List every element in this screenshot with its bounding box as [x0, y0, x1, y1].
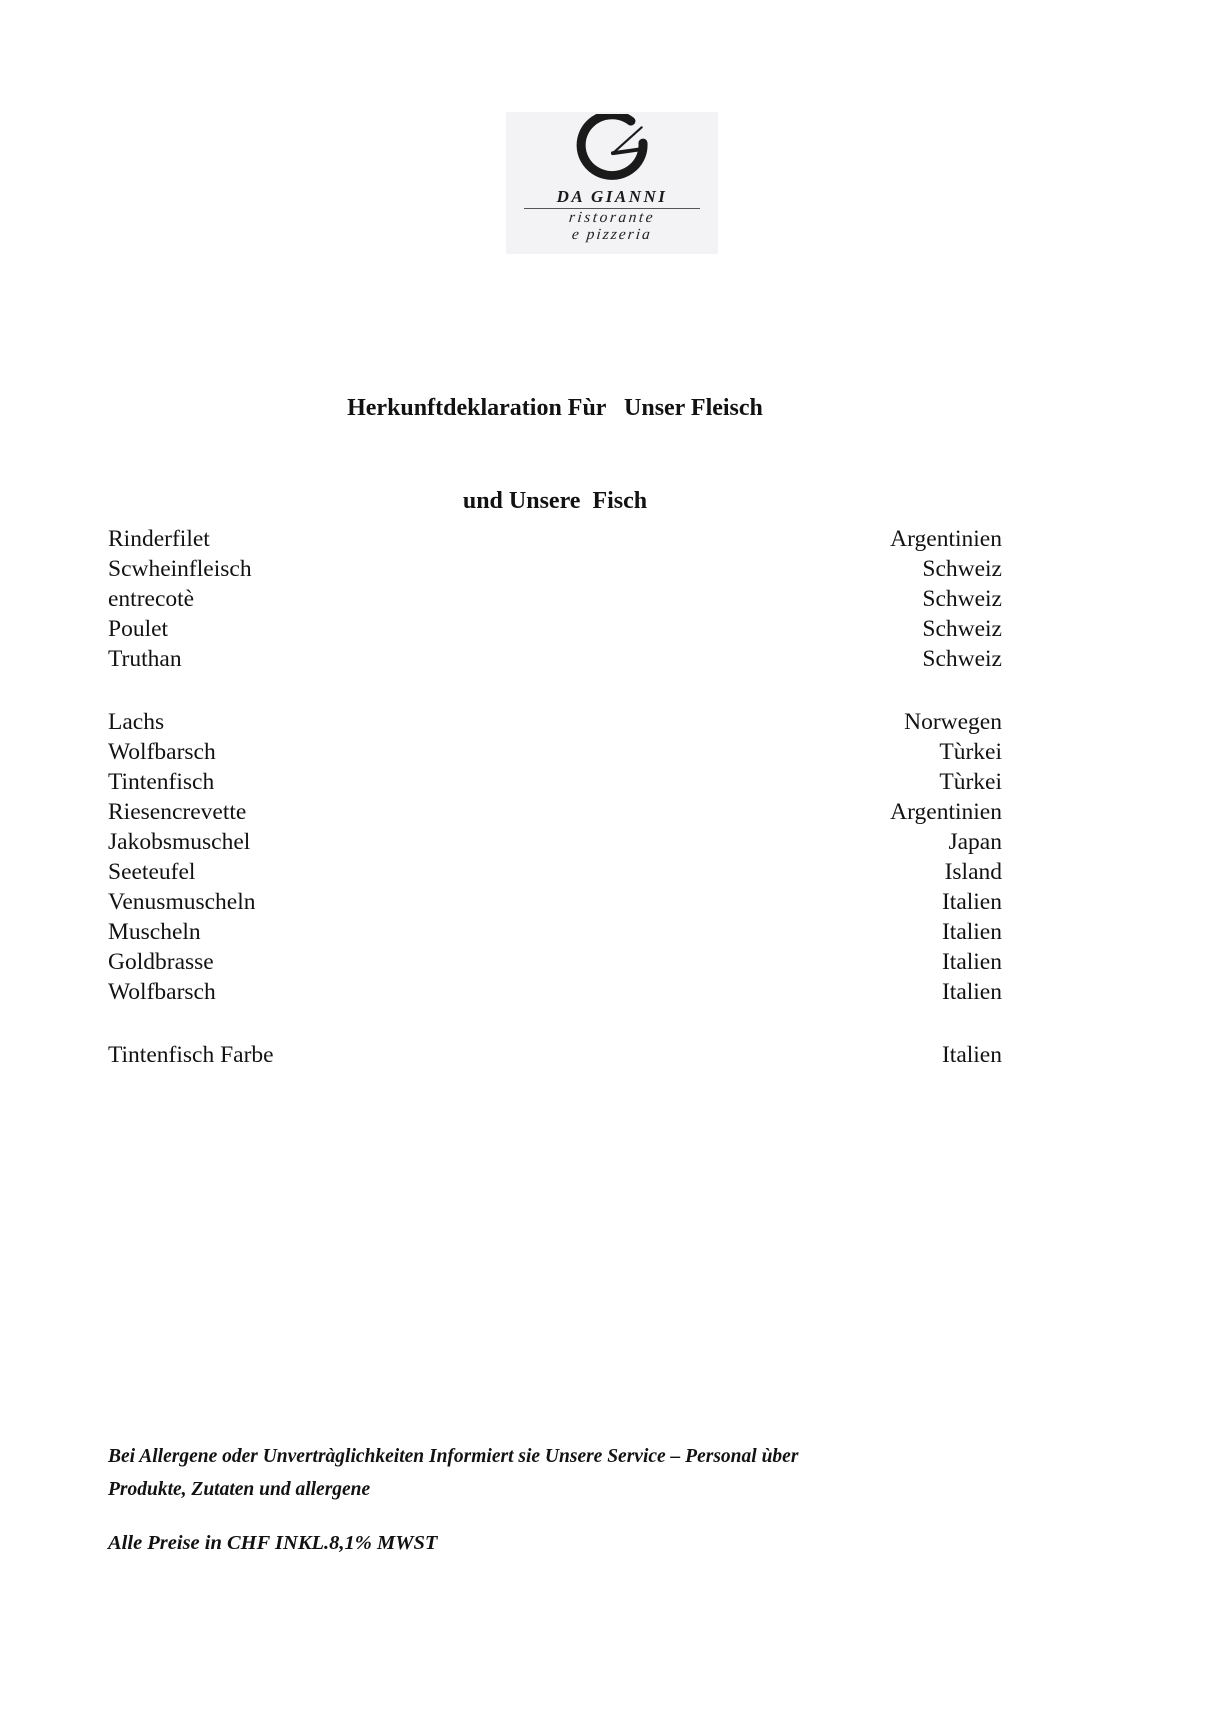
item-origin: Italien: [941, 979, 1002, 1005]
item-name: entrecotè: [108, 586, 195, 612]
origin-group-other: [108, 1040, 1002, 1070]
origin-row: [108, 947, 1002, 977]
origin-row: [108, 614, 1002, 644]
item-origin: Argentinien: [890, 526, 1002, 552]
item-name: Scwheinfleisch: [108, 556, 252, 582]
origin-list: [108, 524, 1002, 1070]
item-name: Lachs: [108, 709, 165, 735]
item-origin: Tùrkei: [939, 739, 1002, 765]
item-origin: Schweiz: [922, 616, 1002, 642]
price-note: Alle Preise in CHF INKL.8,1% MWST: [108, 1532, 438, 1554]
origin-row: [108, 857, 1002, 887]
item-origin: Tùrkei: [939, 769, 1002, 795]
item-origin: Japan: [948, 829, 1002, 855]
item-name: Tintenfisch: [108, 769, 215, 795]
item-name: Wolfbarsch: [108, 739, 216, 765]
origin-row: [108, 584, 1002, 614]
item-origin: Schweiz: [922, 646, 1002, 672]
item-name: Tintenfisch Farbe: [108, 1042, 274, 1068]
logo-subtitle-ristorante: ristorante: [568, 209, 656, 226]
page-title-line2: und Unsere Fisch: [462, 488, 648, 514]
origin-row: [108, 644, 1002, 674]
item-name: Poulet: [108, 616, 169, 642]
origin-group-meat: [108, 524, 1002, 674]
origin-row: [108, 524, 1002, 554]
item-name: Truthan: [108, 646, 182, 672]
origin-row: [108, 887, 1002, 917]
origin-row: [108, 737, 1002, 767]
origin-row: [108, 917, 1002, 947]
restaurant-name: DA GIANNI: [556, 187, 668, 206]
item-name: Rinderfilet: [108, 526, 210, 552]
origin-row: [108, 797, 1002, 827]
page-title-line1: Herkunftdeklaration Fùr Unser Fleisch: [347, 395, 763, 421]
origin-row: [108, 977, 1002, 1007]
allergy-note-line2: Produkte, Zutaten und allergene: [108, 1479, 371, 1500]
item-origin: Schweiz: [922, 586, 1002, 612]
origin-row: [108, 554, 1002, 584]
origin-group-fish: [108, 707, 1002, 1007]
item-origin: Argentinien: [890, 799, 1002, 825]
gianni-g-monogram-icon: [569, 114, 655, 188]
item-origin: Italien: [941, 889, 1002, 915]
item-origin: Italien: [941, 949, 1002, 975]
item-origin: Norwegen: [904, 709, 1002, 735]
origin-row: [108, 827, 1002, 857]
item-name: Muscheln: [108, 919, 201, 945]
allergy-note-line1: Bei Allergene oder Unvertràglichkeiten Informiert sie Unsere Service – Personal ùber: [108, 1446, 799, 1467]
logo-subtitle-pizzeria: e pizzeria: [571, 226, 653, 243]
allergy-note: [108, 1440, 888, 1506]
origin-row: [108, 707, 1002, 737]
origin-row: [108, 1040, 1002, 1070]
item-origin: Island: [944, 859, 1002, 885]
item-origin: Italien: [941, 1042, 1002, 1068]
item-name: Seeteufel: [108, 859, 196, 885]
item-name: Wolfbarsch: [108, 979, 216, 1005]
item-origin: Italien: [941, 919, 1002, 945]
item-name: Venusmuscheln: [108, 889, 256, 915]
origin-row: [108, 767, 1002, 797]
restaurant-logo: [506, 112, 718, 254]
item-name: Riesencrevette: [108, 799, 247, 825]
item-name: Jakobsmuschel: [108, 829, 251, 855]
item-name: Goldbrasse: [108, 949, 214, 975]
item-origin: Schweiz: [922, 556, 1002, 582]
